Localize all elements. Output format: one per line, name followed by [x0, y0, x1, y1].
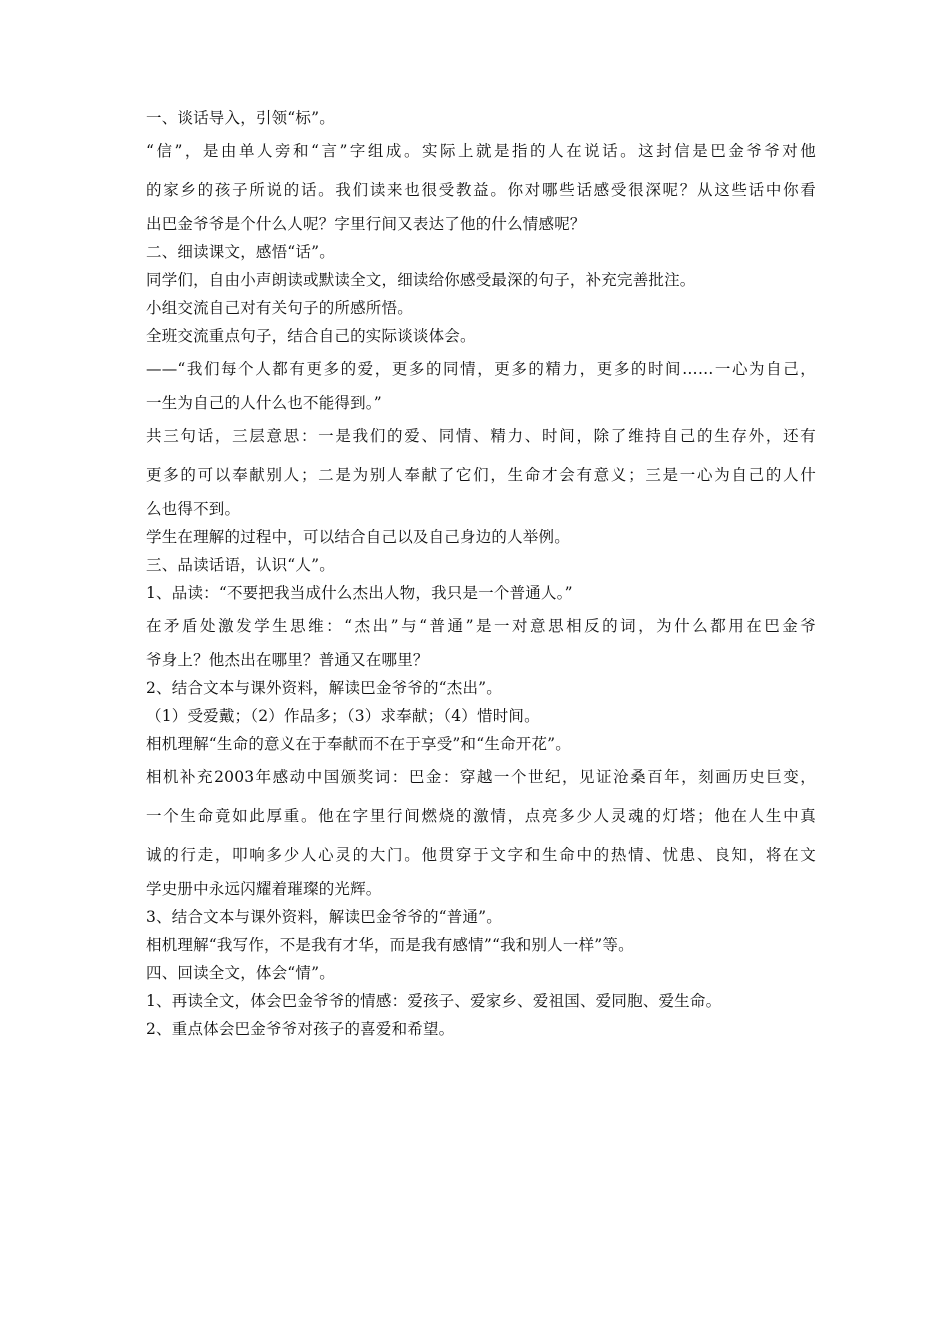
paragraph-line: 1、品读：“不要把我当成什么杰出人物，我只是一个普通人。”: [146, 584, 573, 602]
paragraph-line: （1）受爱戴；（2）作品多；（3）求奉献；（4）惜时间。: [146, 707, 540, 725]
paragraph-line: 小组交流自己对有关句子的所感所悟。: [146, 299, 413, 317]
paragraph-line: 共三句话，三层意思：一是我们的爱、同情、精力、时间，除了维持自己的生存外，还有: [146, 427, 816, 445]
paragraph-line: 2、重点体会巴金爷爷对孩子的喜爱和希望。: [146, 1020, 455, 1038]
paragraph-line: 1、再读全文，体会巴金爷爷的情感：爱孩子、爱家乡、爱祖国、爱同胞、爱生命。: [146, 992, 722, 1010]
quote-line: ——“我们每个人都有更多的爱，更多的同情，更多的精力，更多的时间……一心为自己，: [146, 360, 816, 378]
paragraph-line: 出巴金爷爷是个什么人呢？字里行间又表达了他的什么情感呢？: [146, 215, 586, 233]
paragraph-line: 么也得不到。: [146, 500, 241, 518]
section-heading-2: 二、细读课文，感悟“话”。: [146, 243, 335, 261]
document-page: [146, 104, 826, 1043]
paragraph-line: “信”，是由单人旁和“言”字组成。实际上就是指的人在说话。这封信是巴金爷爷对他: [146, 142, 816, 160]
section-heading-4: 四、回读全文，体会“情”。: [146, 964, 335, 982]
paragraph-line: 在矛盾处激发学生思维：“杰出”与“普通”是一对意思相反的词，为什么都用在巴金爷: [146, 617, 816, 635]
paragraph-line: 的家乡的孩子所说的话。我们读来也很受教益。你对哪些话感受很深呢？从这些话中你看: [146, 181, 816, 199]
paragraph-line: 一个生命竟如此厚重。他在字里行间燃烧的激情，点亮多少人灵魂的灯塔；他在人生中真: [146, 807, 816, 825]
paragraph-line: 相机理解“我写作，不是我有才华，而是我有感情”“我和别人一样”等。: [146, 936, 634, 954]
section-heading-3: 三、品读话语，认识“人”。: [146, 556, 335, 574]
paragraph-line: 更多的可以奉献别人；二是为别人奉献了它们，生命才会有意义；三是一心为自己的人什: [146, 466, 816, 484]
section-heading-1: 一、谈话导入，引领“标”。: [146, 109, 335, 127]
paragraph-line: 3、结合文本与课外资料，解读巴金爷爷的“普通”。: [146, 908, 503, 926]
paragraph-line: 相机理解“生命的意义在于奉献而不在于享受”和“生命开花”。: [146, 735, 571, 753]
paragraph-line: 同学们，自由小声朗读或默读全文，细读给你感受最深的句子，补充完善批注。: [146, 271, 696, 289]
paragraph-line: 诚的行走，叩响多少人心灵的大门。他贯穿于文字和生命中的热情、忧患、良知，将在文: [146, 846, 816, 864]
paragraph-line: 相机补充2003年感动中国颁奖词：巴金：穿越一个世纪，见证沧桑百年，刻画历史巨变，: [146, 768, 816, 786]
quote-line: 一生为自己的人什么也不能得到。”: [146, 394, 382, 412]
paragraph-line: 学生在理解的过程中，可以结合自己以及自己身边的人举例。: [146, 528, 570, 546]
paragraph-line: 全班交流重点句子，结合自己的实际谈谈体会。: [146, 327, 476, 345]
paragraph-line: 学史册中永远闪耀着璀璨的光辉。: [146, 880, 382, 898]
paragraph-line: 爷身上？他杰出在哪里？普通又在哪里？: [146, 651, 429, 669]
paragraph-line: 2、结合文本与课外资料，解读巴金爷爷的“杰出”。: [146, 679, 503, 697]
